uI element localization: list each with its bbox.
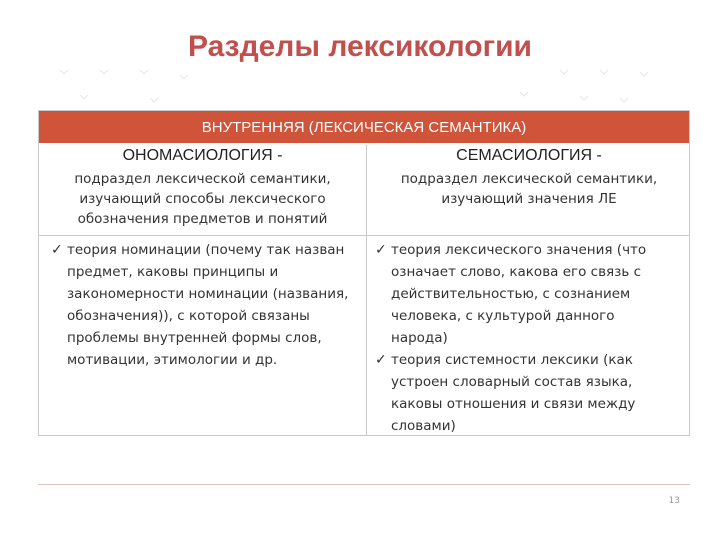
checkmark-icon: ✓ (375, 352, 387, 368)
semasiology-definition: подраздел лексической семантики, изучающий значения ЛЕ (400, 171, 658, 207)
list-item-text: теория системности лексики (как устроен словарный состав языка, каковы отношения и связи между словами) (391, 352, 636, 434)
table-header: ВНУТРЕННЯЯ (ЛЕКСИЧЕСКАЯ СЕМАНТИКА) (39, 111, 689, 145)
semasiology-cell (367, 147, 691, 209)
list-item-text: теория лексического значения (что означает слово, какова его связь с действительностью, с сознанием человека, с культурой данного народа) (391, 242, 647, 346)
semasiology-list (375, 239, 675, 437)
row-divider (39, 235, 689, 236)
onomasiology-definition: подраздел лексической семантики, изучающий способы лексического обозначения предметов и понятий (74, 171, 331, 227)
checkmark-icon: ✓ (375, 242, 387, 258)
content-table (38, 110, 690, 436)
footer-divider (38, 484, 690, 485)
list-item (51, 239, 363, 371)
list-item (375, 239, 675, 349)
onomasiology-list (51, 239, 363, 371)
slide-title: Разделы лексикологии (188, 30, 532, 63)
onomasiology-term: ОНОМАСИОЛОГИЯ - (122, 147, 283, 164)
list-item (375, 349, 675, 437)
list-item-text: теория номинации (почему так назван предмет, каковы принципы и закономерности номинации (названия, обозначения)), с которой связаны проблемы внутренней формы слов, мотивации, этимологии и др. (67, 242, 349, 368)
semasiology-term: СЕМАСИОЛОГИЯ - (456, 147, 602, 164)
onomasiology-cell (39, 147, 366, 229)
page-number: 13 (668, 496, 680, 506)
checkmark-icon: ✓ (51, 242, 63, 258)
